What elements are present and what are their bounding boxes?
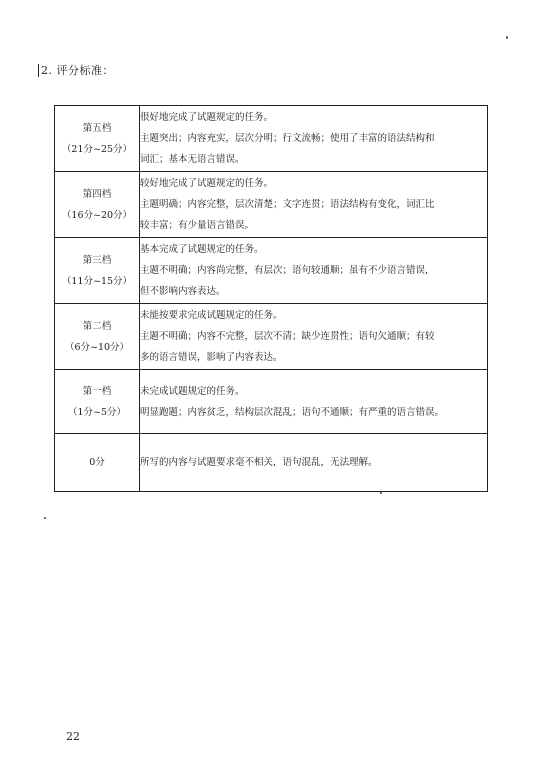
description-cell [140, 370, 488, 434]
description-line: 较丰富；有少量语言错误。 [140, 220, 255, 231]
description-line: 所写的内容与试题要求毫不相关，语句混乱，无法理解。 [140, 457, 378, 468]
level-range: （11分~15分） [61, 275, 133, 287]
description-cell [140, 172, 488, 238]
description-cell [140, 304, 488, 370]
scan-speck [506, 36, 508, 39]
level-cell [55, 304, 140, 370]
section-title: 评分标准： [56, 64, 114, 77]
description-line: 明显跑题；内容贫乏，结构层次混乱；语句不通顺；有严重的语言错误。 [140, 406, 445, 418]
level-name: 第二档 [82, 320, 112, 332]
level-cell [55, 172, 140, 238]
level-range: （21分~25分） [61, 143, 133, 155]
description-line: 主题不明确；内容不完整，层次不清；缺少连贯性；语句欠通顺；有较 [140, 331, 435, 342]
table-row [55, 172, 488, 238]
level-range: （16分~20分） [61, 209, 133, 221]
level-name: 第五档 [82, 122, 112, 134]
level-name: 第三档 [82, 254, 112, 266]
description-line: 主题突出；内容充实，层次分明；行文流畅；使用了丰富的语法结构和 [140, 133, 435, 144]
level-cell [55, 238, 140, 304]
description-line: 很好地完成了试题规定的任务。 [140, 112, 274, 123]
description-line: 词汇；基本无语言错误。 [140, 154, 245, 165]
description-cell [140, 238, 488, 304]
level-cell [55, 106, 140, 172]
section-number: 2. [38, 64, 53, 77]
description-line: 主题不明确；内容尚完整，有层次；语句较通顺；虽有不少语言错误， [140, 265, 435, 276]
section-heading [38, 62, 114, 78]
description-line: 较好地完成了试题规定的任务。 [140, 178, 274, 189]
description-line: 但不影响内容表达。 [140, 286, 226, 297]
level-cell [55, 370, 140, 434]
level-range: （1分~5分） [67, 406, 127, 418]
description-line: 主题明确；内容完整，层次清楚；文字连贯；语法结构有变化，词汇比 [140, 199, 435, 210]
level-cell [55, 434, 140, 492]
table-row [55, 238, 488, 304]
table-row [55, 106, 488, 172]
description-line: 多的语言错误，影响了内容表达。 [140, 352, 283, 363]
level-name: 第一档 [82, 385, 112, 397]
scan-speck [380, 492, 382, 494]
description-line: 未完成试题规定的任务。 [140, 385, 245, 397]
table-row [55, 304, 488, 370]
table-row [55, 370, 488, 434]
description-cell [140, 434, 488, 492]
scoring-rubric-table [54, 105, 488, 492]
level-range: （6分~10分） [64, 341, 130, 353]
description-line: 基本完成了试题规定的任务。 [140, 244, 264, 255]
description-cell [140, 106, 488, 172]
scan-speck [44, 517, 46, 519]
description-line: 未能按要求完成试题规定的任务。 [140, 310, 283, 321]
level-name: 0分 [89, 457, 105, 468]
level-name: 第四档 [82, 188, 112, 200]
page-number: 22 [66, 730, 80, 743]
table-row [55, 434, 488, 492]
